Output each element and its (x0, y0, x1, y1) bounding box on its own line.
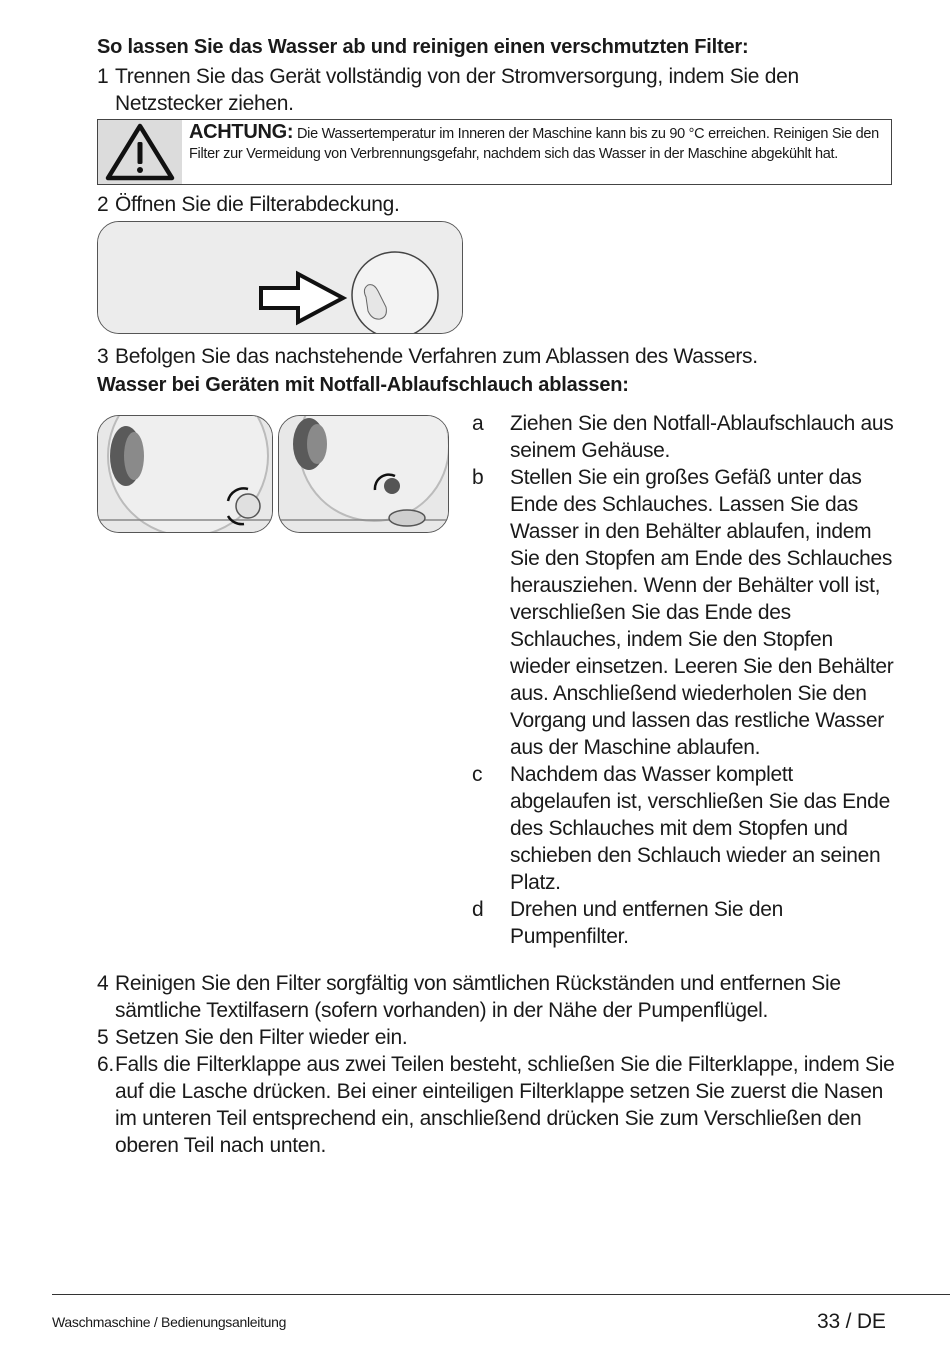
step-text: Öffnen Sie die Filterabdeckung. (115, 193, 400, 216)
substep-letter: a (472, 412, 484, 435)
warning-triangle-icon (98, 120, 182, 184)
step-1 (97, 63, 897, 117)
substep-text: Ziehen Sie den Notfall-Ablaufschlauch aus seinem Gehäuse. (510, 412, 894, 462)
substeps-list (472, 410, 897, 950)
step-4 (97, 970, 897, 1024)
step-text: Reinigen Sie den Filter sorgfältig von sämtlichen Rückständen und entfernen Sie sämtliche Textilfasern (sofern vorhanden) in der Nähe der Pumpenflügel. (115, 972, 841, 1022)
substep-letter: c (472, 763, 483, 786)
step-number: 3 (97, 345, 109, 368)
substep-letter: d (472, 898, 484, 921)
step-number: 1 (97, 65, 109, 88)
warning-box (97, 119, 892, 185)
drain-hose-illustration-2 (278, 415, 449, 533)
step-number: 5 (97, 1026, 109, 1049)
substep-text: Stellen Sie ein großes Gefäß unter das Ende des Schlauches. Lassen Sie das Wasser in den Behälter ablaufen, indem Sie den Stopfen am Ende des Schlauches herausziehen. Wenn der Behälter voll ist, verschließen Sie das Ende des Schlauches, indem Sie den Stopfen wieder einsetzen. Leeren Sie den Behälter aus. Anschließend wiederholen Sie den Vorgang und lassen das restliche Wasser aus der Maschine ablaufen. (510, 466, 894, 759)
warning-body: Die Wassertemperatur im Inneren der Maschine kann bis zu 90 °C erreichen. Reinigen Sie den Filter zur Vermeidung von Verbrennungsgefahr, nachdem sich das Wasser in der Maschine abgekühlt hat. (189, 126, 879, 162)
step-number: 6. (97, 1053, 114, 1076)
step-text: Trennen Sie das Gerät vollständig von der Stromversorgung, indem Sie den Netzstecker ziehen. (115, 65, 799, 115)
page-number: 33 / DE (817, 1310, 886, 1333)
footer-title: Waschmaschine / Bedienungsanleitung (52, 1314, 287, 1330)
step-number: 4 (97, 972, 109, 995)
step-3 (97, 343, 897, 370)
substep-text: Nachdem das Wasser komplett abgelaufen ist, verschließen Sie das Ende des Schlauches mit dem Stopfen und schieben den Schlauch wieder an seinen Platz. (510, 763, 890, 894)
substep-c (472, 761, 897, 896)
step-6 (97, 1051, 897, 1159)
substep-a (472, 410, 897, 464)
step-number: 2 (97, 193, 109, 216)
substep-b (472, 464, 897, 761)
subheading: Wasser bei Geräten mit Notfall-Ablaufschlauch ablassen: (97, 374, 629, 396)
footer-divider (52, 1294, 950, 1295)
warning-text (189, 122, 889, 164)
step-text: Falls die Filterklappe aus zwei Teilen besteht, schließen Sie die Filterklappe, indem Sie auf die Lasche drücken. Bei einer einteiligen Filterklappe setzen Sie zuerst die Nasen im unteren Teil entsprechend ein, anschließend drücken Sie zum Verschließen den oberen Teil nach unten. (115, 1053, 895, 1157)
substep-letter: b (472, 466, 484, 489)
steps-4-6 (97, 970, 897, 1159)
substep-d (472, 896, 897, 950)
filter-cover-illustration (97, 221, 463, 334)
step-5 (97, 1024, 897, 1051)
section-title: So lassen Sie das Wasser ab und reinigen einen verschmutzten Filter: (97, 36, 749, 58)
warning-label: ACHTUNG: (189, 121, 294, 143)
step-text: Setzen Sie den Filter wieder ein. (115, 1026, 408, 1049)
drain-hose-illustration-1 (97, 415, 273, 533)
step-2 (97, 191, 897, 218)
step-text: Befolgen Sie das nachstehende Verfahren zum Ablassen des Wassers. (115, 345, 758, 368)
substep-text: Drehen und entfernen Sie den Pumpenfilter. (510, 898, 783, 948)
open-cover-image (98, 222, 462, 333)
